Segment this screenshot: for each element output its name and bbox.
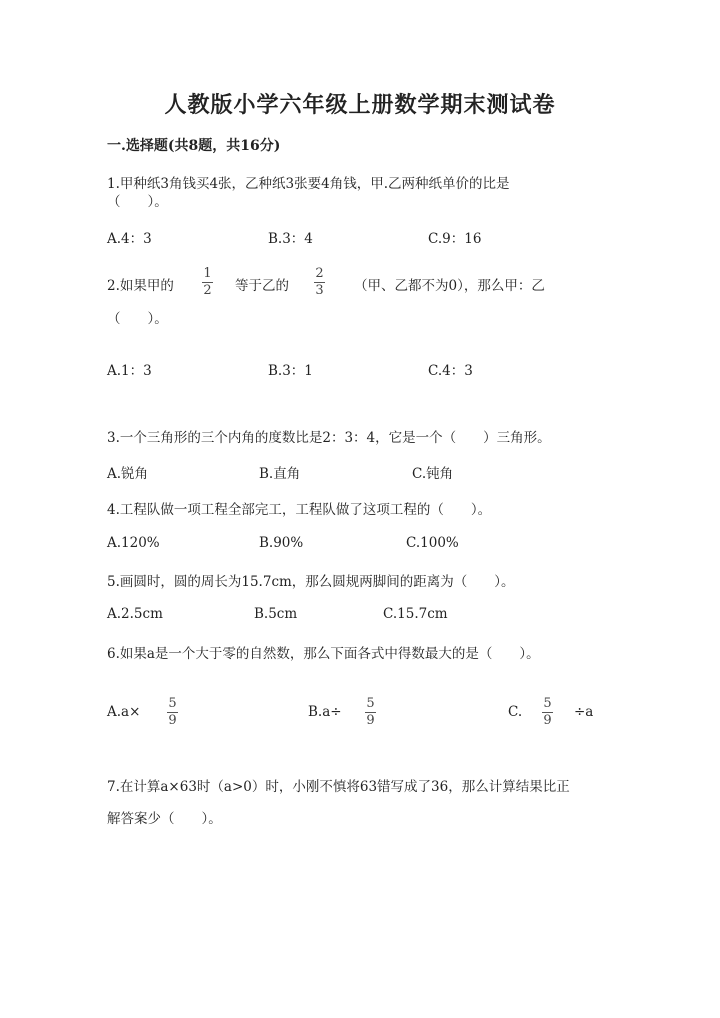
question-1-option-b: B.3：4 [268, 231, 313, 247]
fraction-denominator: 9 [366, 713, 375, 728]
fraction-numerator: 5 [543, 696, 552, 711]
question-7-line2: 解答案少（ ）。 [107, 811, 222, 827]
question-5-option-a: A.2.5cm [107, 606, 163, 622]
question-2-option-b: B.3：1 [268, 363, 313, 379]
question-3-option-b: B.直角 [259, 466, 301, 482]
fraction-denominator: 9 [543, 713, 552, 728]
question-1-option-a: A.4：3 [107, 231, 152, 247]
question-2-line2: （ ）。 [107, 311, 168, 327]
question-2-prefix: 2.如果甲的 [107, 278, 174, 294]
fraction-numerator: 5 [168, 696, 177, 711]
question-3-text: 3.一个三角形的三个内角的度数比是2：3：4，它是一个（ ）三角形。 [107, 430, 551, 446]
question-4-option-c: C.100% [406, 535, 459, 551]
fraction-numerator: 5 [366, 696, 375, 711]
question-5-option-c: C.15.7cm [383, 606, 448, 622]
question-1-line2: （ ）。 [107, 194, 168, 210]
question-3-option-c: C.钝角 [412, 466, 454, 482]
fraction-five-ninths [167, 697, 178, 728]
question-4-text: 4.工程队做一项工程全部完工，工程队做了这项工程的（ ）。 [107, 502, 492, 518]
fraction-denominator: 2 [203, 283, 212, 298]
fraction-two-thirds [314, 267, 325, 298]
fraction-five-ninths [542, 697, 553, 728]
question-4-option-a: A.120% [107, 535, 160, 551]
question-6-option-b: B.a÷ [308, 704, 342, 720]
fraction-numerator: 2 [315, 266, 324, 281]
fraction-five-ninths [365, 697, 376, 728]
question-6-option-c: C. [508, 704, 523, 720]
question-6-text: 6.如果a是一个大于零的自然数，那么下面各式中得数最大的是（ ）。 [107, 646, 540, 662]
fraction-numerator: 1 [203, 266, 212, 281]
fraction-one-half [202, 267, 213, 298]
question-6-option-a: A.a× [107, 704, 141, 720]
question-4-option-b: B.90% [259, 535, 304, 551]
fraction-denominator: 3 [315, 283, 324, 298]
page-title: 人教版小学六年级上册数学期末测试卷 [164, 92, 556, 118]
question-3-option-a: A.锐角 [107, 466, 149, 482]
question-2-suffix: （甲、乙都不为0），那么甲：乙 [354, 278, 545, 294]
question-7-line1: 7.在计算a×63时（a>0）时，小刚不慎将63错写成了36，那么计算结果比正 [107, 779, 570, 795]
question-2-option-c: C.4：3 [428, 363, 473, 379]
question-5-option-b: B.5cm [254, 606, 298, 622]
question-1-line1: 1.甲种纸3角钱买4张，乙种纸3张要4角钱，甲.乙两种纸单价的比是 [107, 176, 510, 192]
fraction-denominator: 9 [168, 713, 177, 728]
question-6-option-c-suffix: ÷a [574, 704, 594, 720]
question-5-text: 5.画圆时，圆的周长为15.7cm，那么圆规两脚间的距离为（ ）。 [107, 574, 515, 590]
section-heading: 一.选择题(共8题，共16分) [107, 138, 281, 154]
question-2-mid: 等于乙的 [235, 278, 289, 294]
question-1-option-c: C.9：16 [428, 231, 482, 247]
question-2-option-a: A.1：3 [107, 363, 152, 379]
